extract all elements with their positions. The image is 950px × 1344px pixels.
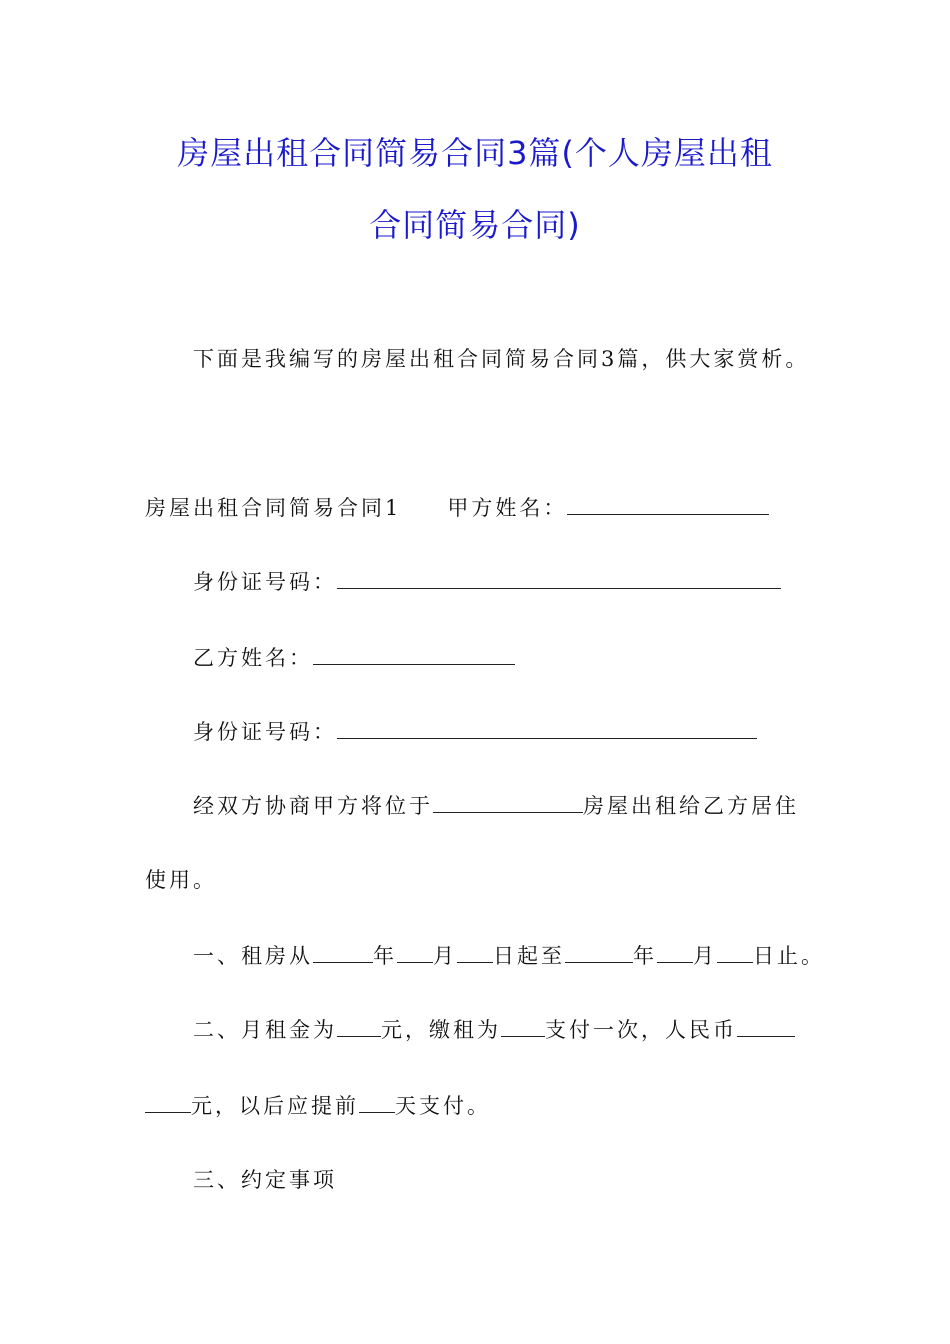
party-b-name-label: 乙方姓名： (193, 646, 313, 670)
party-a-id-blank[interactable] (337, 568, 781, 589)
item-3-agreed-matters: 三、约定事项 (193, 1168, 337, 1192)
party-b-name-line (193, 644, 515, 672)
rmb-amount-blank[interactable] (737, 1016, 795, 1037)
document-title-line-1: 房屋出租合同简易合同3篇(个人房屋出租 (177, 134, 773, 172)
intro-paragraph: 下面是我编写的房屋出租合同简易合同3篇，供大家赏析。 (193, 347, 810, 371)
end-day-blank[interactable] (717, 942, 753, 963)
location-blank[interactable] (433, 792, 583, 813)
month-label: 月 (433, 944, 457, 968)
location-paragraph-line-2: 使用。 (145, 868, 217, 892)
contract-1-heading-line (145, 494, 769, 522)
year-label: 年 (373, 944, 397, 968)
end-year-blank[interactable] (565, 942, 633, 963)
item-2-text: 支付一次，人民币 (545, 1018, 737, 1042)
document-title-line-2: 合同简易合同) (369, 206, 581, 244)
contract-1-heading: 房屋出租合同简易合同1 (145, 496, 402, 520)
monthly-rent-blank[interactable] (337, 1016, 381, 1037)
location-paragraph-line-1 (193, 792, 799, 820)
item-2-text: 元，缴租为 (381, 1018, 501, 1042)
rmb-amount-blank-continued[interactable] (145, 1092, 191, 1113)
item-2-rent-line-2 (145, 1092, 491, 1120)
end-month-blank[interactable] (657, 942, 693, 963)
year-label: 年 (633, 944, 657, 968)
start-month-blank[interactable] (397, 942, 433, 963)
item-1-text: 一、租房从 (193, 944, 313, 968)
item-2-rent-line-1 (193, 1016, 795, 1044)
party-b-name-blank[interactable] (313, 644, 515, 665)
start-day-blank[interactable] (457, 942, 493, 963)
location-text-start: 经双方协商甲方将位于 (193, 794, 433, 818)
day-to-label: 日起至 (493, 944, 565, 968)
advance-days-blank[interactable] (359, 1092, 395, 1113)
location-text-end: 房屋出租给乙方居住 (583, 794, 799, 818)
day-end-label: 日止。 (753, 944, 825, 968)
party-a-name-blank[interactable] (567, 494, 769, 515)
start-year-blank[interactable] (313, 942, 373, 963)
party-a-id-label: 身份证号码： (193, 570, 337, 594)
party-a-id-line (193, 568, 781, 596)
item-2-text: 元，以后应提前 (191, 1094, 359, 1118)
party-b-id-blank[interactable] (337, 718, 757, 739)
party-a-name-label: 甲方姓名： (447, 496, 568, 520)
item-2-text: 天支付。 (395, 1094, 491, 1118)
party-b-id-line (193, 718, 757, 746)
item-1-rental-period (193, 942, 825, 970)
month-label: 月 (693, 944, 717, 968)
party-b-id-label: 身份证号码： (193, 720, 337, 744)
item-2-text: 二、月租金为 (193, 1018, 337, 1042)
payment-period-blank[interactable] (501, 1016, 545, 1037)
